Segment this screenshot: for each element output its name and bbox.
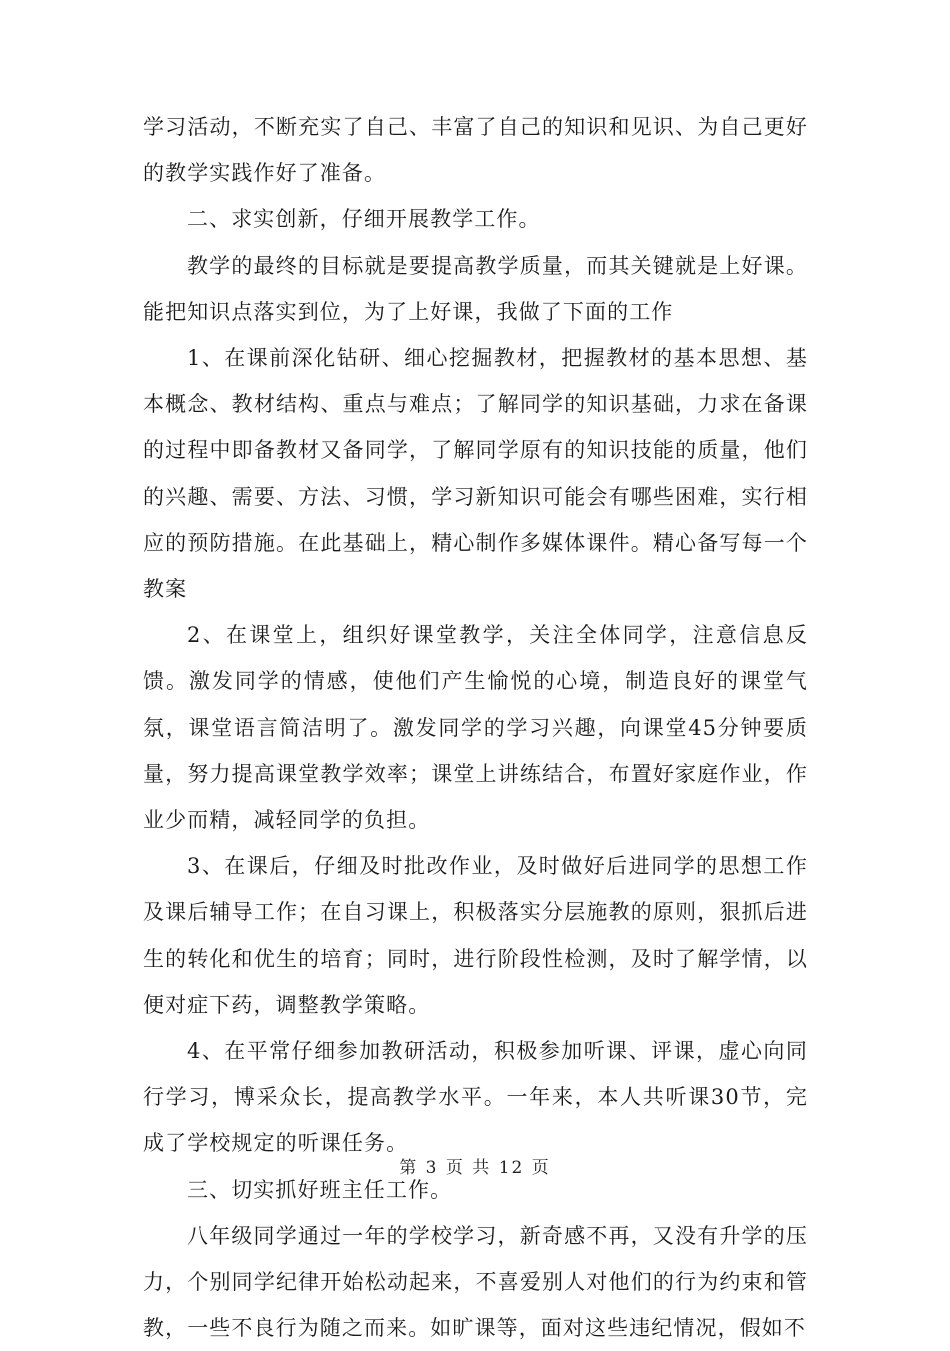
body-paragraph: 八年级同学通过一年的学校学习，新奇感不再，又没有升学的压力，个别同学纪律开始松动起来，不喜爱别人对他们的行为约束和管教，一些不良行为随之而来。如旷课等，面对这些违纪情况，假如不 [143,1223,808,1341]
section-heading: 三、切实抓好班主任工作。 [187,1177,453,1202]
page-number-footer: 第 3 页 共 12 页 [399,1158,551,1178]
body-paragraph: 教学的最终的目标就是要提高教学质量，而其关键就是上好课。能把知识点落实到位，为了上好课，我做了下面的工作 [143,253,808,324]
body-paragraph: 3、在课后，仔细及时批改作业，及时做好后进同学的思想工作及课后辅导工作；在自习课上，积极落实分层施教的原则，狠抓后进生的转化和优生的培育；同时，进行阶段性检测，及时了解学情，以便对症下药，调整教学策略。 [143,854,808,1017]
section-heading: 二、求实创新，仔细开展教学工作。 [187,207,541,232]
body-paragraph: 1、在课前深化钻研、细心挖掘教材，把握教材的基本思想、基本概念、教材结构、重点与难点；了解同学的知识基础，力求在备课的过程中即备教材又备同学，了解同学原有的知识技能的质量，他们的兴趣、需要、方法、习惯，学习新知识可能会有哪些困难，实行相应的预防措施。在此基础上，精心制作多媒体课件。精心备写每一个教案 [143,346,808,602]
body-paragraph: 学习活动，不断充实了自己、丰富了自己的知识和见识、为自己更好的教学实践作好了准备。 [143,115,808,186]
body-paragraph: 4、在平常仔细参加教研活动，积极参加听课、评课，虚心向同行学习，博采众长，提高教学水平。一年来，本人共听课30节，完成了学校规定的听课任务。 [143,1039,808,1156]
body-paragraph: 2、在课堂上，组织好课堂教学，关注全体同学，注意信息反馈。激发同学的情感，使他们产生愉悦的心境，制造良好的课堂气氛，课堂语言简洁明了。激发同学的学习兴趣，向课堂45分钟要质量，努力提高课堂教学效率；课堂上讲练结合，布置好家庭作业，作业少而精，减轻同学的负担。 [143,623,808,833]
